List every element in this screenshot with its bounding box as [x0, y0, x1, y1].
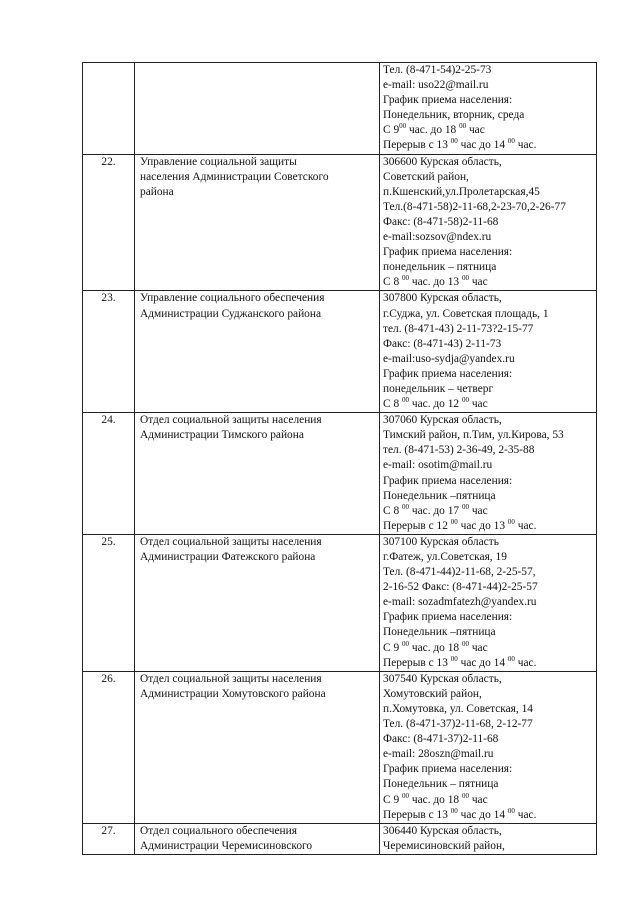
superscript: 00	[450, 654, 458, 663]
superscript: 00	[507, 654, 515, 663]
contact-info	[380, 671, 597, 823]
contact-line: Перерыв с 13 $^{00}$ час до 14 $^{00}$ час.	[383, 137, 537, 152]
social-services-table	[82, 62, 597, 855]
contact-line: г.Фатеж, ул.Советская, 19	[383, 551, 507, 563]
contact-line: e-mail:sozsov@ndex.ru	[383, 231, 492, 244]
superscript: 00	[402, 274, 409, 283]
contact-line: График приема населения:	[383, 763, 513, 776]
contact-line: Тел. (8-471-44)2-11-68, 2-25-57,	[383, 566, 536, 579]
superscript: 00	[402, 791, 409, 800]
contact-line: График приема населения:	[383, 474, 513, 487]
contact-line: График приема населения:	[383, 611, 513, 624]
superscript: 00	[507, 517, 515, 526]
name-line: Управление социального обеспечения	[140, 292, 325, 305]
contact-info	[380, 63, 597, 155]
contact-line: График приема населения:	[383, 94, 513, 107]
row-number: 25.	[83, 534, 135, 671]
row-number	[83, 63, 135, 155]
superscript: 00	[507, 806, 515, 815]
organization-name	[135, 154, 380, 291]
contact-line: Факс: (8-471-43) 2-11-73	[383, 337, 502, 350]
superscript: 00	[450, 137, 458, 146]
contact-line: Тел. (8-471-54)2-25-73	[383, 64, 492, 76]
document-page	[82, 62, 596, 855]
contact-line: Понедельник, вторник, среда	[383, 109, 525, 122]
name-line: Отдел социальной защиты населения	[140, 535, 322, 548]
table-row	[83, 534, 597, 671]
table-row	[83, 413, 597, 535]
contact-line: Черемисиновский район,	[383, 839, 505, 852]
contact-line: Факс: (8-471-58)2-11-68	[383, 215, 499, 228]
row-number: 26.	[83, 671, 135, 823]
table-row	[83, 154, 597, 291]
contact-line: Понедельник –пятница	[383, 626, 496, 639]
contact-line: п.Кшенский,ул.Пролетарская,45	[383, 185, 540, 198]
contact-line: 306600 Курская область,	[383, 155, 502, 168]
name-line: Администрации Тимского района	[140, 429, 304, 442]
contact-info	[380, 291, 597, 413]
superscript: 00	[399, 122, 407, 131]
contact-line: Перерыв с 13 $^{00}$ час до 14 $^{00}$ час.	[383, 806, 537, 821]
contact-info	[380, 823, 597, 854]
contact-line: Перерыв с 13 $^{00}$ час до 14 $^{00}$ час.	[383, 654, 537, 669]
contact-line: График приема населения:	[383, 367, 513, 380]
contact-line: тел. (8-471-53) 2-36-49, 2-35-88	[383, 444, 535, 457]
name-line: района	[140, 185, 174, 198]
name-line: Управление социальной защиты	[140, 155, 297, 168]
contact-line: 307060 Курская область,	[383, 414, 502, 427]
table-row	[83, 63, 597, 155]
contact-line: Понедельник –пятница	[383, 489, 496, 502]
contact-line: понедельник – четверг	[383, 382, 494, 395]
organization-name	[135, 63, 380, 155]
organization-name	[135, 823, 380, 854]
organization-name	[135, 671, 380, 823]
row-number: 23.	[83, 291, 135, 413]
superscript: 00	[461, 274, 469, 283]
superscript: 00	[461, 502, 469, 511]
name-line: Отдел социальной защиты населения	[140, 672, 322, 685]
contact-line: С 9 $^{00}$ час. до 18 $^{00}$ час	[383, 791, 488, 806]
table-row	[83, 671, 597, 823]
name-line: Администрации Хомутовского района	[140, 687, 326, 700]
contact-line: С 8 $^{00}$ час. до 17 $^{00}$ час	[383, 502, 488, 517]
contact-line: e-mail: sozadmfatezh@yandex.ru	[383, 596, 537, 609]
name-line: Отдел социального обеспечения	[140, 824, 297, 837]
superscript: 00	[402, 396, 409, 405]
contact-info	[380, 154, 597, 291]
contact-line: понедельник – пятница	[383, 261, 497, 274]
table-body	[83, 63, 597, 855]
contact-line: График приема населения:	[383, 246, 513, 259]
superscript: 00	[461, 396, 469, 405]
contact-line: 307100 Курская область	[383, 535, 499, 548]
table-row	[83, 823, 597, 854]
superscript: 00	[450, 517, 458, 526]
superscript: 00	[402, 639, 409, 648]
row-number: 22.	[83, 154, 135, 291]
contact-line: e-mail: uso22@mail.ru	[383, 79, 489, 92]
contact-info	[380, 534, 597, 671]
organization-name	[135, 534, 380, 671]
contact-line: Тимский район, п.Тим, ул.Кирова, 53	[383, 429, 564, 442]
name-line: Администрации Фатежского района	[140, 551, 316, 563]
contact-line: С 8 $^{00}$ час. до 13 $^{00}$ час	[383, 274, 488, 289]
contact-line: Перерыв с 12 $^{00}$ час до 13 $^{00}$ час.	[383, 517, 537, 532]
contact-line: e-mail: osotim@mail.ru	[383, 459, 493, 472]
contact-line: e-mail: 28oszn@mail.ru	[383, 748, 494, 761]
contact-line: Хомутовский район,	[383, 687, 482, 700]
contact-line: Советский район,	[383, 170, 469, 183]
contact-line: Тел. (8-471-37)2-11-68, 2-12-77	[383, 718, 533, 731]
name-line: населения Администрации Советского	[140, 170, 329, 183]
superscript: 00	[459, 122, 467, 131]
name-line: Отдел социальной защиты населения	[140, 414, 322, 427]
contact-line: г.Суджа, ул. Советская площадь, 1	[383, 307, 549, 320]
contact-line: 307800 Курская область,	[383, 292, 502, 305]
row-number: 27.	[83, 823, 135, 854]
organization-name	[135, 413, 380, 535]
organization-name	[135, 291, 380, 413]
table-row	[83, 291, 597, 413]
contact-line: Факс: (8-471-37)2-11-68	[383, 733, 499, 746]
contact-line: тел. (8-471-43) 2-11-73?2-15-77	[383, 322, 534, 335]
name-line: Администрации Черемисиновского	[140, 839, 313, 852]
contact-line: 2-16-52 Факс: (8-471-44)2-25-57	[383, 581, 538, 594]
superscript: 00	[507, 137, 515, 146]
contact-line: С 8 $^{00}$ час. до 12 $^{00}$ час	[383, 396, 488, 411]
superscript: 00	[402, 502, 409, 511]
contact-line: п.Хомутовка, ул. Советская, 14	[383, 702, 533, 715]
superscript: 00	[461, 791, 469, 800]
superscript: 00	[450, 806, 458, 815]
name-line: Администрации Суджанского района	[140, 307, 322, 320]
superscript: 00	[461, 639, 469, 648]
contact-line: Тел.(8-471-58)2-11-68,2-23-70,2-26-77	[383, 200, 566, 213]
contact-info	[380, 413, 597, 535]
contact-line: Понедельник – пятница	[383, 778, 499, 791]
contact-line: e-mail:uso-sydja@yandex.ru	[383, 352, 515, 365]
contact-line: С $9^{00}$ час. до 18 $^{00}$ час	[383, 122, 485, 137]
row-number: 24.	[83, 413, 135, 535]
contact-line: 307540 Курская область,	[383, 672, 502, 685]
contact-line: С 9 $^{00}$ час. до 18 $^{00}$ час	[383, 639, 488, 654]
contact-line: 306440 Курская область,	[383, 824, 502, 837]
